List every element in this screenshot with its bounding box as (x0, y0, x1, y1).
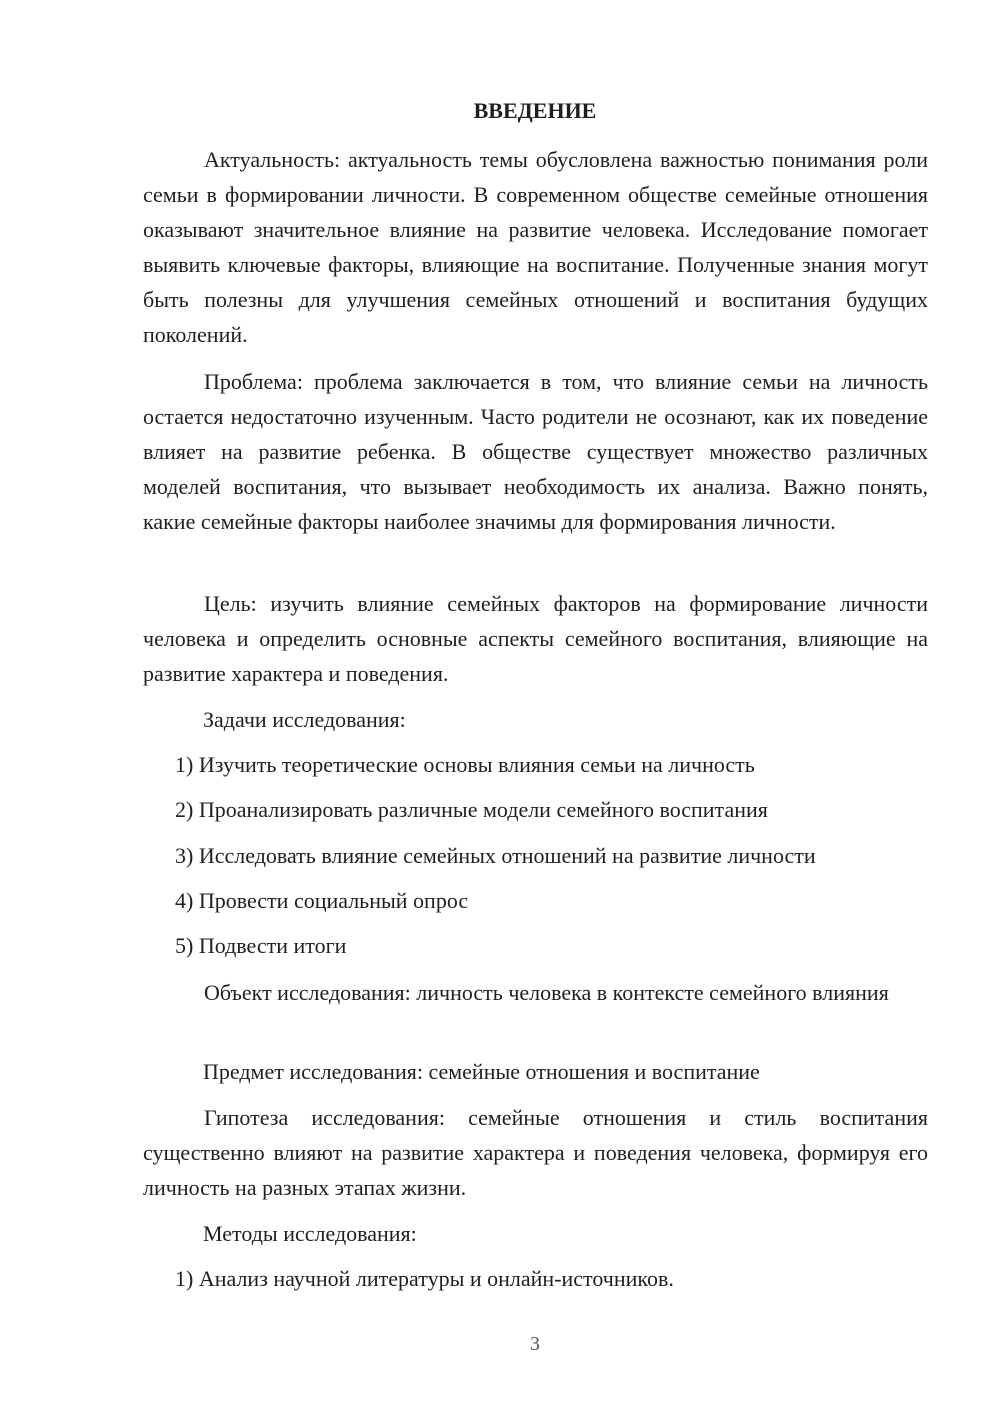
task-item: 2) Проанализировать различные модели семейного воспитания (175, 797, 768, 822)
object-paragraph: Объект исследования: личность человека в контексте семейного влияния (204, 980, 889, 1005)
goal-paragraph: Цель: изучить влияние семейных факторов на формирование личности человека и определить основные аспекты семейного воспитания, влияющие на развитие характера и поведения. (143, 591, 928, 686)
relevance-paragraph: Актуальность: актуальность темы обусловлена важностью понимания роли семьи в формировании личности. В современном обществе семейные отношения оказывают значительное влияние на развитие человека. Исследование помогает выявить ключевые факторы, влияющие на воспитание. Полученные знания могут быть полезны для улучшения семейных отношений и воспитания будущих поколений. (143, 147, 928, 347)
subject-line: Предмет исследования: семейные отношения и воспитание (203, 1059, 760, 1084)
task-item: 4) Провести социальный опрос (175, 888, 469, 913)
method-item: 1) Анализ научной литературы и онлайн-источников. (175, 1266, 674, 1291)
problem-paragraph: Проблема: проблема заключается в том, что влияние семьи на личность остается недостаточно изученным. Часто родители не осознают, как их поведение влияет на развитие ребенка. В обществе существует множество различных моделей воспитания, что вызывает необходимость их анализа. Важно понять, какие семейные факторы наиболее значимы для формирования личности. (143, 369, 928, 534)
methods-heading: Методы исследования: (203, 1221, 417, 1246)
hypothesis-paragraph: Гипотеза исследования: семейные отношения и стиль воспитания существенно влияют на развитие характера и поведения человека, формируя его личность на разных этапах жизни. (143, 1105, 928, 1200)
task-item: 5) Подвести итоги (175, 933, 347, 958)
page-title: ВВЕДЕНИЕ (473, 98, 597, 123)
tasks-heading: Задачи исследования: (203, 707, 406, 732)
page-number: 3 (530, 1333, 540, 1355)
task-item: 1) Изучить теоретические основы влияния семьи на личность (175, 752, 755, 777)
task-item: 3) Исследовать влияние семейных отношений на развитие личности (175, 843, 816, 868)
